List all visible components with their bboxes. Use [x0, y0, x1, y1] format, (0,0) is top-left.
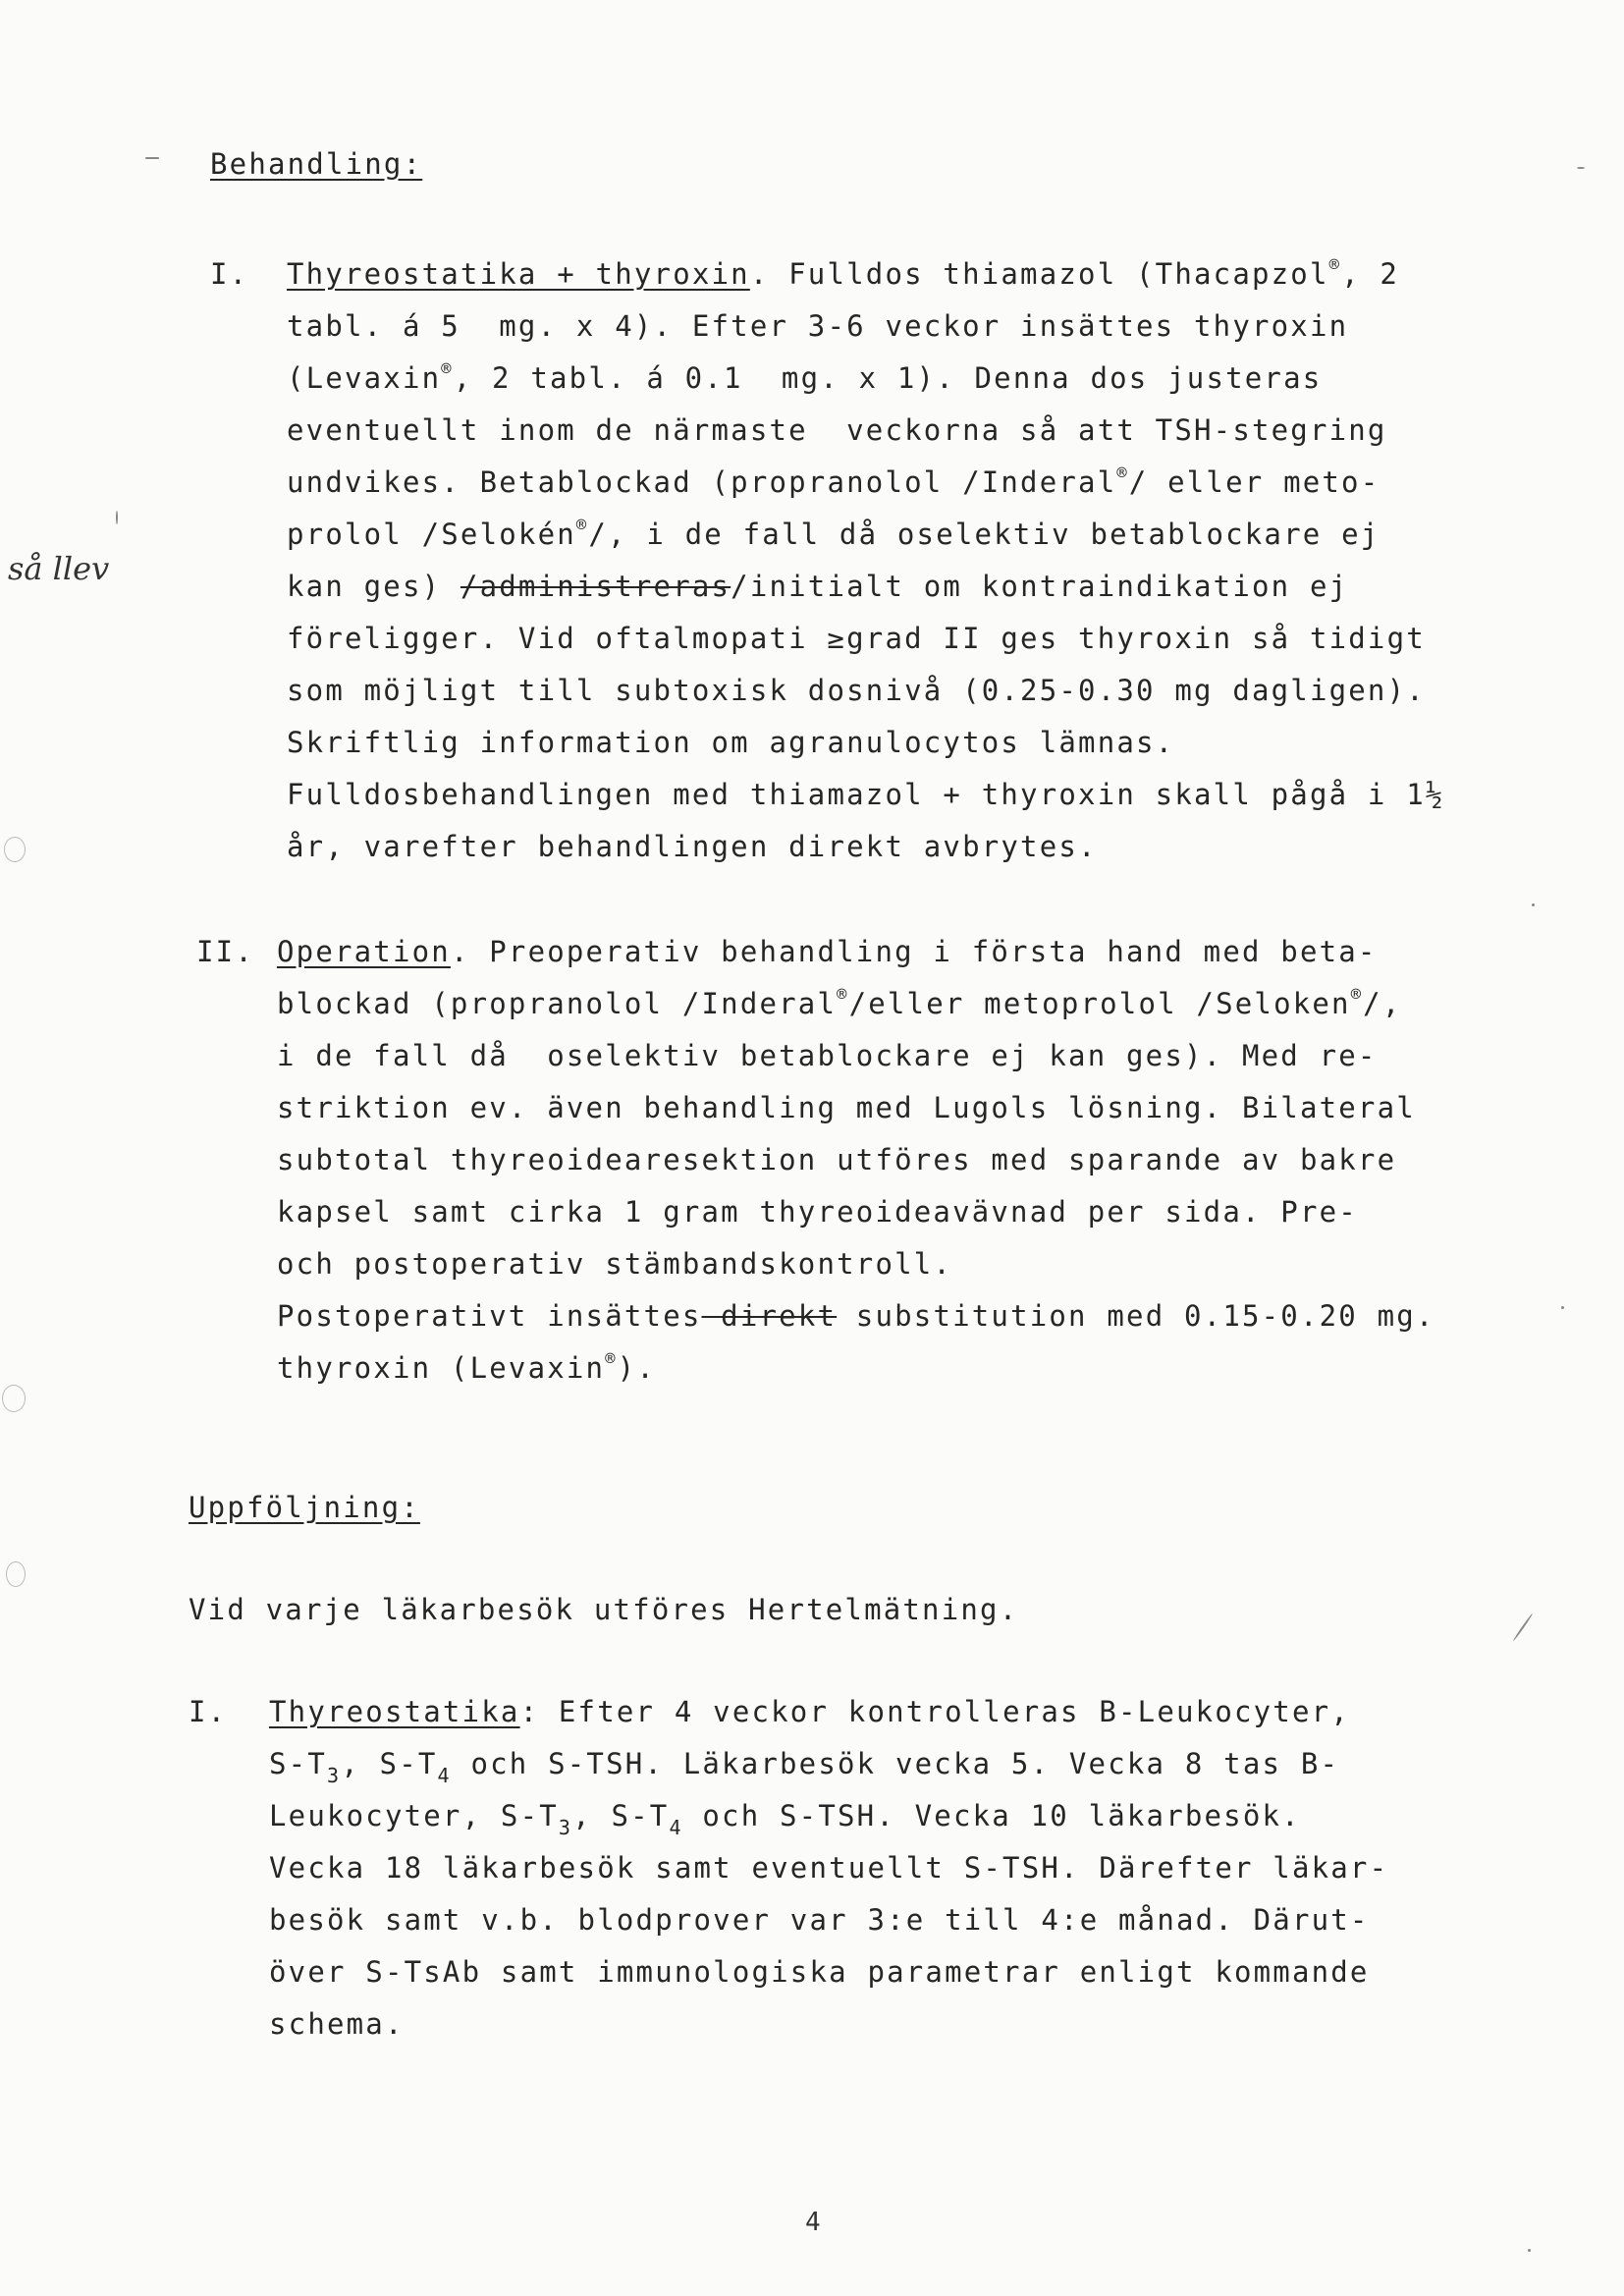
text-line: $S-T_3$, $S-T_4$ och S-TSH. Läkarbesök vecka 5. Vecka 8 tas B-: [269, 1747, 1340, 1787]
text-line: besök samt v.b. blodprover var 3:e till 4:e månad. Därut-: [269, 1903, 1370, 1937]
registered-mark: ®: [1116, 464, 1129, 483]
text-line: schema.: [269, 2007, 405, 2041]
text-line: tabl. á 5 mg. x 4). Efter 3-6 veckor insättes thyroxin: [287, 309, 1349, 343]
section-heading-uppfoljning: Uppföljning:: [189, 1491, 420, 1524]
handwritten-margin-note: så llev: [8, 550, 110, 587]
text-line: Vecka 18 läkarbesök samt eventuellt S-TSH. Därefter läkar-: [269, 1851, 1389, 1885]
intro-line: Vid varje läkarbesök utföres Hertelmätning.: [189, 1593, 1019, 1626]
text-line: eventuellt inom de närmaste veckorna så att TSH-stegring: [287, 413, 1387, 447]
scan-mark: [1561, 1306, 1564, 1309]
text-line: Postoperativt insättes direkt substitution med 0.15-0.20 mg.: [277, 1299, 1435, 1333]
scan-mark: [1528, 2249, 1531, 2252]
page-number: 4: [805, 2208, 821, 2237]
item-title: Thyreostatika: [269, 1695, 520, 1728]
text-line: striktion ev. även behandling med Lugols lösning. Bilateral: [277, 1091, 1416, 1124]
struck-word: direkt: [701, 1299, 838, 1333]
binder-hole-mark: [2, 1385, 26, 1412]
text-line: Leukocyter, $S-T_3$, $S-T_4$ och S-TSH. Vecka 10 läkarbesök.: [269, 1799, 1301, 1839]
binder-hole-mark: [6, 1561, 26, 1587]
scan-mark: [116, 511, 118, 524]
struck-word: /administreras: [460, 570, 731, 603]
item-number: II.: [196, 935, 254, 968]
text-line: i de fall då oselektiv betablockare ej kan ges). Med re-: [277, 1039, 1378, 1072]
text-line: som möjligt till subtoxisk dosnivå (0.25-0.30 mg dagligen).: [287, 674, 1426, 707]
item-title: Operation: [277, 935, 451, 968]
registered-mark: ®: [441, 359, 454, 379]
registered-mark: ®: [575, 516, 589, 535]
text-line: Fulldosbehandlingen med thiamazol + thyroxin skall pågå i 1½: [287, 778, 1445, 811]
text-line: prolol /Selokén®/, i de fall då oselektiv betablockare ej: [287, 516, 1380, 551]
scan-mark: [1577, 167, 1585, 169]
text-line: undvikes. Betablockad (propranolol /Inderal®/ eller meto-: [287, 464, 1380, 499]
text-line: kapsel samt cirka 1 gram thyreoideavävnad per sida. Pre-: [277, 1195, 1358, 1229]
text-line: år, varefter behandlingen direkt avbrytes.: [287, 830, 1098, 863]
scan-mark: [1532, 903, 1535, 906]
registered-mark: ®: [1350, 985, 1364, 1005]
text-line: och postoperativ stämbandskontroll.: [277, 1247, 953, 1281]
binder-hole-mark: [4, 837, 26, 862]
text-line: Thyreostatika: Efter 4 veckor kontrolleras B-Leukocyter,: [269, 1695, 1350, 1728]
text-line: över S-TsAb samt immunologiska parametrar enligt kommande: [269, 1955, 1370, 1989]
text-line: Skriftlig information om agranulocytos lämnas.: [287, 726, 1175, 759]
item-title: Thyreostatika + thyroxin: [287, 257, 750, 291]
registered-mark: ®: [605, 1349, 618, 1369]
text-line: blockad (propranolol /Inderal®/eller metoprolol /Seloken®/,: [277, 985, 1402, 1020]
registered-mark: ®: [1328, 255, 1342, 275]
text-line: thyroxin (Levaxin®).: [277, 1349, 656, 1385]
registered-mark: ®: [837, 985, 849, 1005]
text-line: Operation. Preoperativ behandling i första hand med beta-: [277, 935, 1378, 968]
scan-mark: [145, 157, 159, 159]
text-line: föreligger. Vid oftalmopati ≥grad II ges thyroxin så tidigt: [287, 622, 1426, 655]
scan-mark: [1512, 1613, 1533, 1642]
text-line: subtotal thyreoidearesektion utföres med sparande av bakre: [277, 1143, 1397, 1176]
text-line: (Levaxin®, 2 tabl. á 0.1 mg. x 1). Denna dos justeras: [287, 359, 1323, 395]
item-number: I.: [189, 1695, 228, 1728]
text-line: Thyreostatika + thyroxin. Fulldos thiamazol (Thacapzol®, 2: [287, 255, 1400, 291]
item-number: I.: [210, 257, 249, 291]
section-heading-behandling: Behandling:: [210, 147, 423, 181]
text-line: kan ges) /administreras/initialt om kontraindikation ej: [287, 570, 1349, 603]
